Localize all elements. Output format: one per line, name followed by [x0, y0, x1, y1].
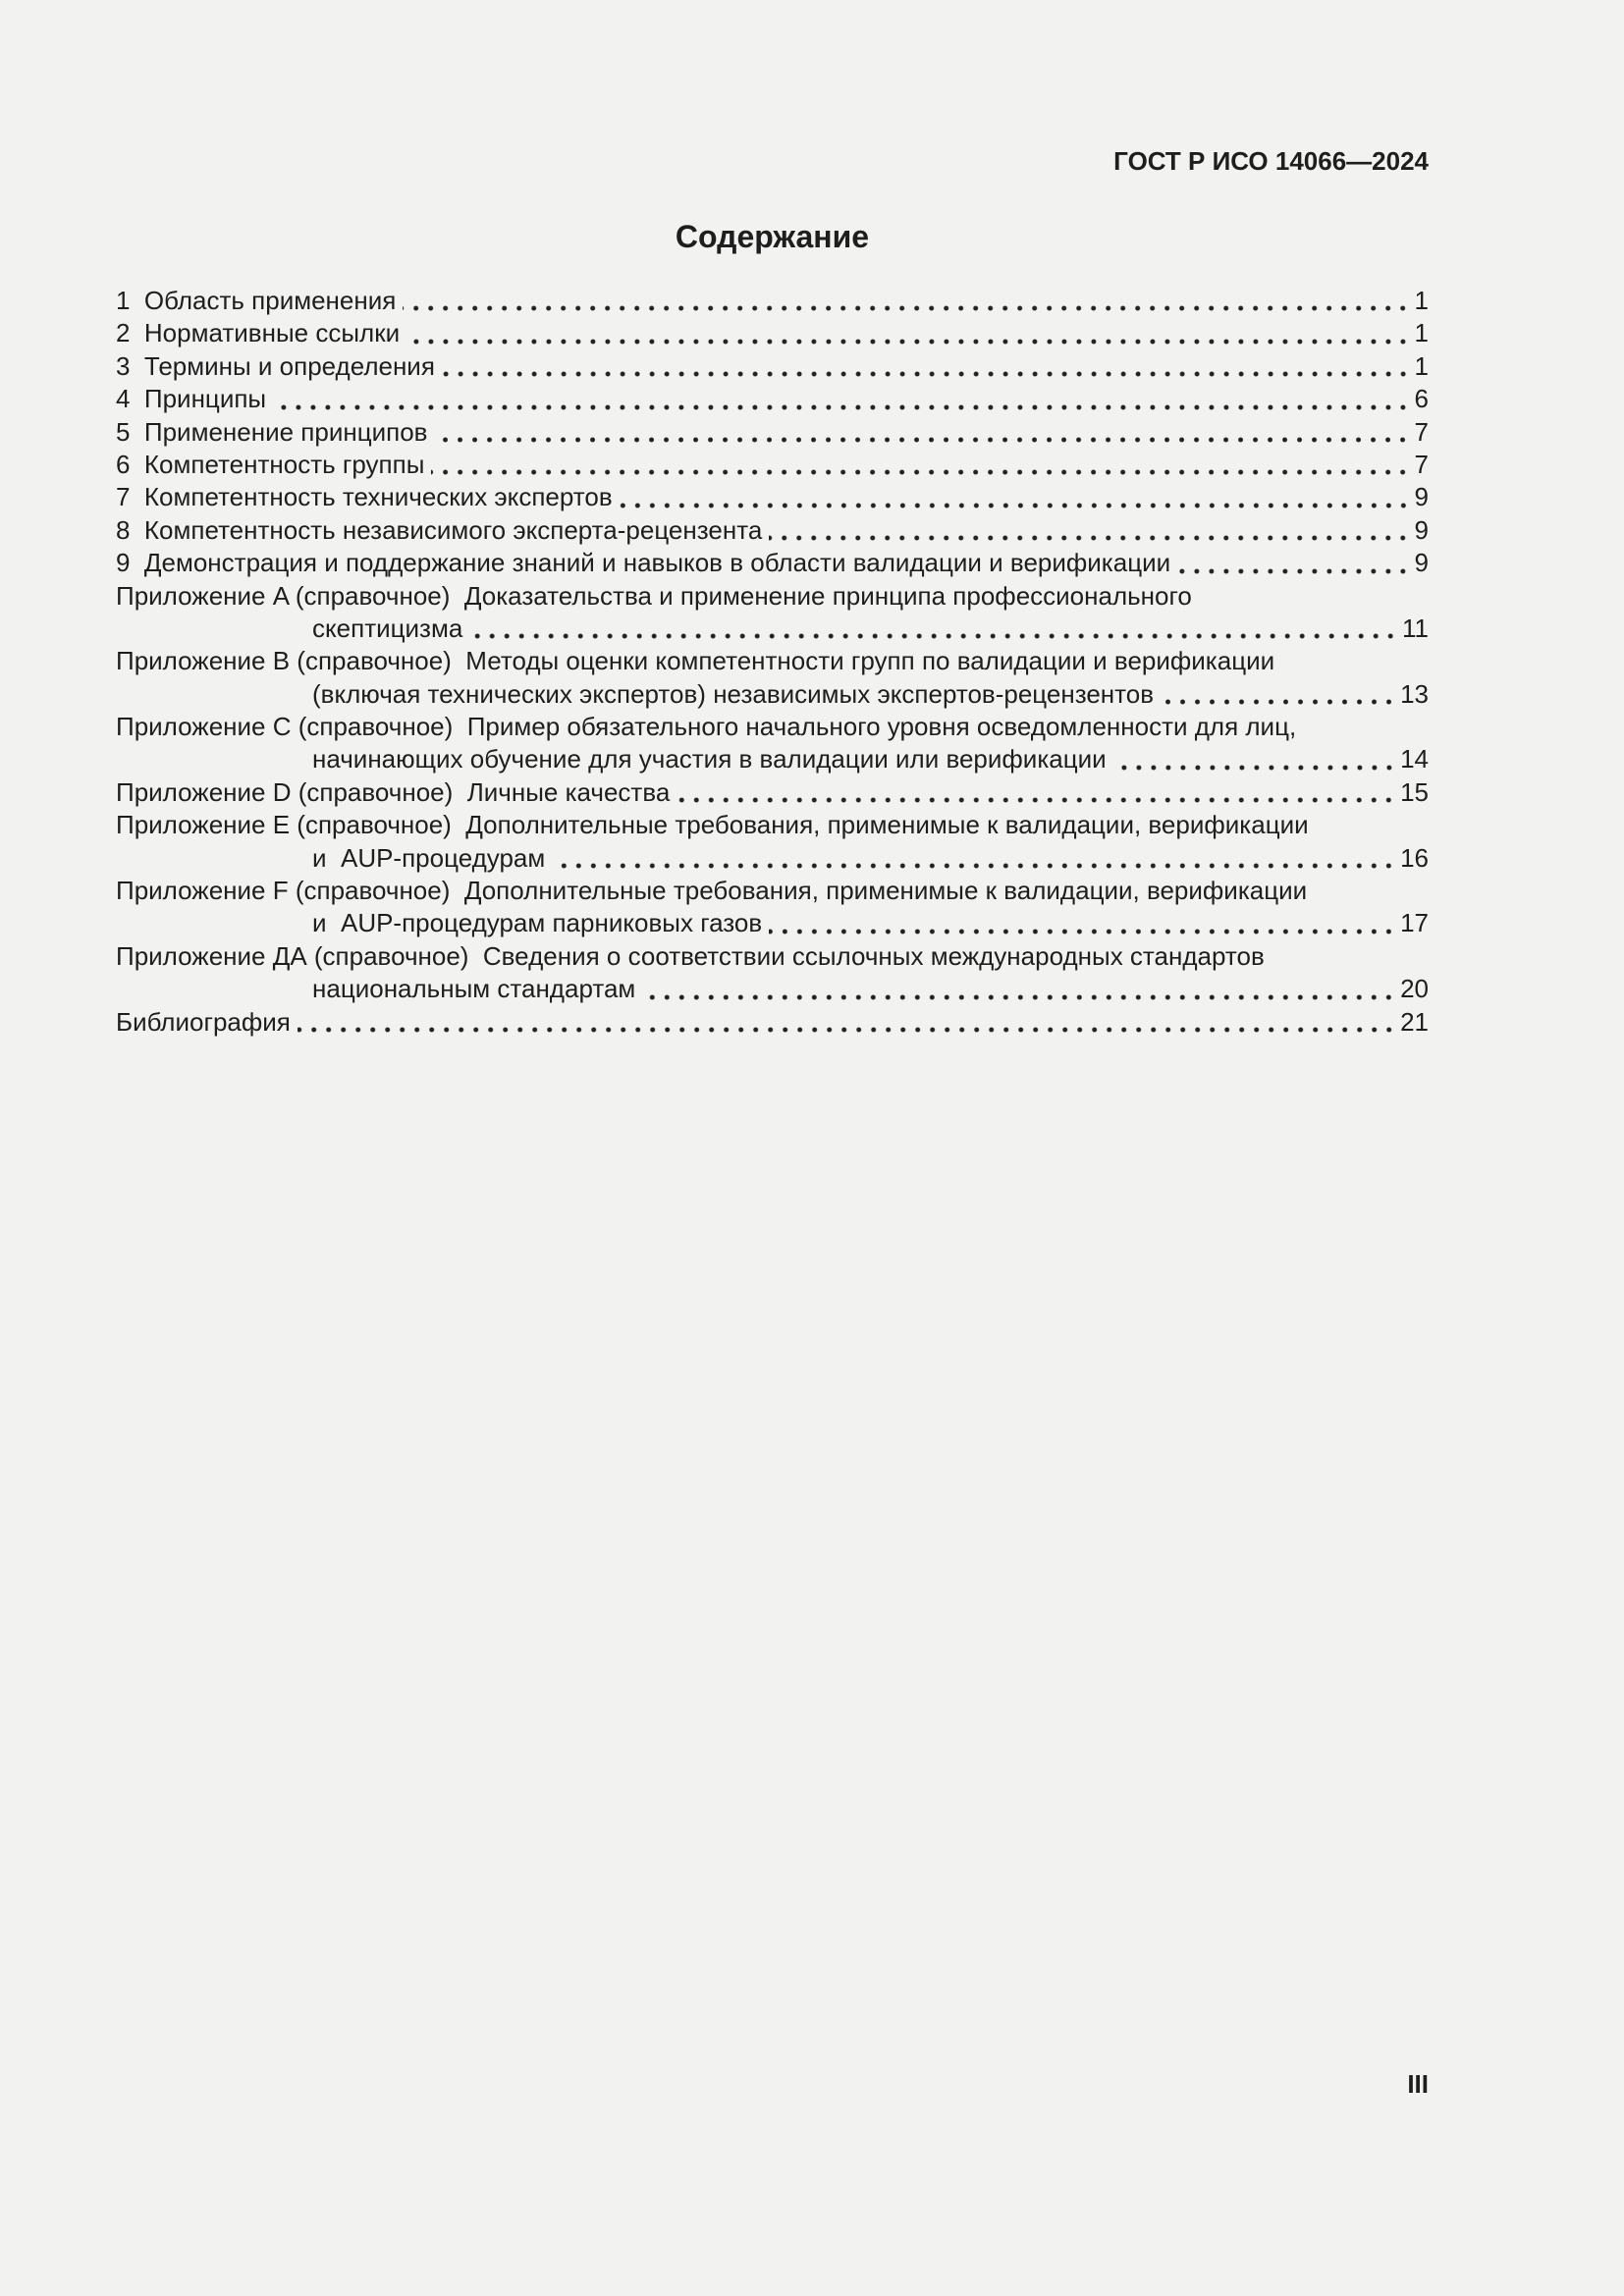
toc-entry-text: Приложение B (справочное) Методы оценки компетентности групп по валидации и верификации [116, 646, 1275, 676]
toc-entry-text: национальным стандартам [312, 974, 636, 1004]
toc-page-number: 9 [1414, 514, 1429, 545]
toc-entry-text: 9 Демонстрация и поддержание знаний и навыков в области валидации и верификации [116, 548, 1171, 578]
toc-line [116, 875, 1429, 907]
toc-page-number: 21 [1400, 1006, 1429, 1037]
toc-entry-text: скептицизма [312, 613, 463, 643]
dot-leader [769, 907, 1398, 939]
toc-line [116, 809, 1429, 841]
toc-entry-text: 1 Область применения [116, 286, 397, 315]
dot-leader [431, 449, 1412, 481]
dot-leader [434, 416, 1412, 449]
toc-entry-text: 2 Нормативные ссылки [116, 318, 401, 348]
toc-entry-text: Библиография [116, 1006, 291, 1037]
toc-line [116, 514, 1429, 547]
toc-entry-text: 5 Применение принципов [116, 416, 428, 447]
dot-leader [298, 1006, 1398, 1039]
dot-leader [469, 613, 1400, 645]
toc-line [116, 678, 1429, 711]
toc-entry-text: и AUP-процедурам парниковых газов [312, 908, 763, 938]
toc-entry-text: начинающих обучение для участия в валидации или верификации [312, 744, 1107, 774]
toc-line [116, 416, 1429, 449]
toc-entry-text: 6 Компетентность группы [116, 449, 425, 479]
toc-line [116, 907, 1429, 939]
toc-line [116, 481, 1429, 513]
toc-entry-text: 8 Компетентность независимого эксперта-рецензента [116, 514, 763, 545]
dot-leader [1177, 547, 1412, 579]
toc-entry-text: Приложение A (справочное) Доказательства и применение принципа профессионального [116, 580, 1192, 611]
toc-page-number: 7 [1414, 416, 1429, 447]
toc-entry-text: Приложение C (справочное) Пример обязательного начального уровня осведомленности для лиц, [116, 712, 1297, 742]
toc-page-number: 9 [1414, 548, 1429, 578]
dot-leader [620, 481, 1413, 513]
toc-line [116, 711, 1429, 743]
toc-list [116, 285, 1429, 1039]
toc-line [116, 449, 1429, 481]
toc-line [116, 547, 1429, 579]
toc-line [116, 842, 1429, 875]
toc-entry-text: 3 Термины и определения [116, 350, 435, 381]
toc-page-number: 14 [1400, 744, 1429, 774]
toc-entry-text: Приложение E (справочное) Дополнительные требования, применимые к валидации, верификации [116, 810, 1309, 840]
toc-entry-text: (включая технических экспертов) независимых экспертов-рецензентов [312, 678, 1155, 709]
dot-leader [406, 317, 1412, 349]
toc-entry-text: 7 Компетентность технических экспертов [116, 482, 613, 512]
footer-page-number: III [1407, 2069, 1429, 2099]
toc-line [116, 940, 1429, 973]
toc-page-number: 20 [1400, 974, 1429, 1004]
dot-leader [769, 514, 1412, 547]
toc-page-number: 1 [1414, 350, 1429, 381]
toc-entry-text: и AUP-процедурам [312, 842, 546, 873]
dot-leader [1161, 678, 1398, 711]
toc-line [116, 613, 1429, 645]
toc-entry-text: Приложение F (справочное) Дополнительные требования, применимые к валидации, верификации [116, 876, 1308, 906]
dot-leader [1113, 743, 1398, 775]
toc-page-number: 1 [1414, 286, 1429, 315]
toc-line [116, 1006, 1429, 1039]
toc-line [116, 645, 1429, 677]
toc-line [116, 973, 1429, 1005]
dot-leader [403, 285, 1412, 317]
toc-page-number: 17 [1400, 908, 1429, 938]
toc-line [116, 743, 1429, 775]
toc-page-number: 1 [1414, 318, 1429, 348]
dot-leader [273, 383, 1412, 415]
toc-entry-text: Приложение D (справочное) Личные качества [116, 776, 671, 807]
page-title: Содержание [675, 219, 870, 254]
toc-line [116, 285, 1429, 317]
document-header: ГОСТ Р ИСО 14066—2024 [1113, 146, 1429, 176]
toc-line [116, 350, 1429, 383]
dot-leader [552, 842, 1398, 875]
dot-leader [677, 776, 1398, 809]
toc-line [116, 776, 1429, 809]
toc-page-number: 9 [1414, 482, 1429, 512]
toc-page-number: 6 [1414, 384, 1429, 414]
toc-line [116, 580, 1429, 613]
toc-page-number: 13 [1400, 678, 1429, 709]
toc-page-number: 7 [1414, 449, 1429, 479]
toc-line [116, 383, 1429, 415]
toc-entry-text: 4 Принципы [116, 384, 267, 414]
toc-page-number: 11 [1402, 613, 1429, 643]
toc-page-number: 15 [1400, 776, 1429, 807]
toc-line [116, 317, 1429, 349]
toc-entry-text: Приложение ДА (справочное) Сведения о соответствии ссылочных международных стандартов [116, 940, 1265, 971]
dot-leader [442, 350, 1413, 383]
toc-page-number: 16 [1400, 842, 1429, 873]
dot-leader [642, 973, 1398, 1005]
